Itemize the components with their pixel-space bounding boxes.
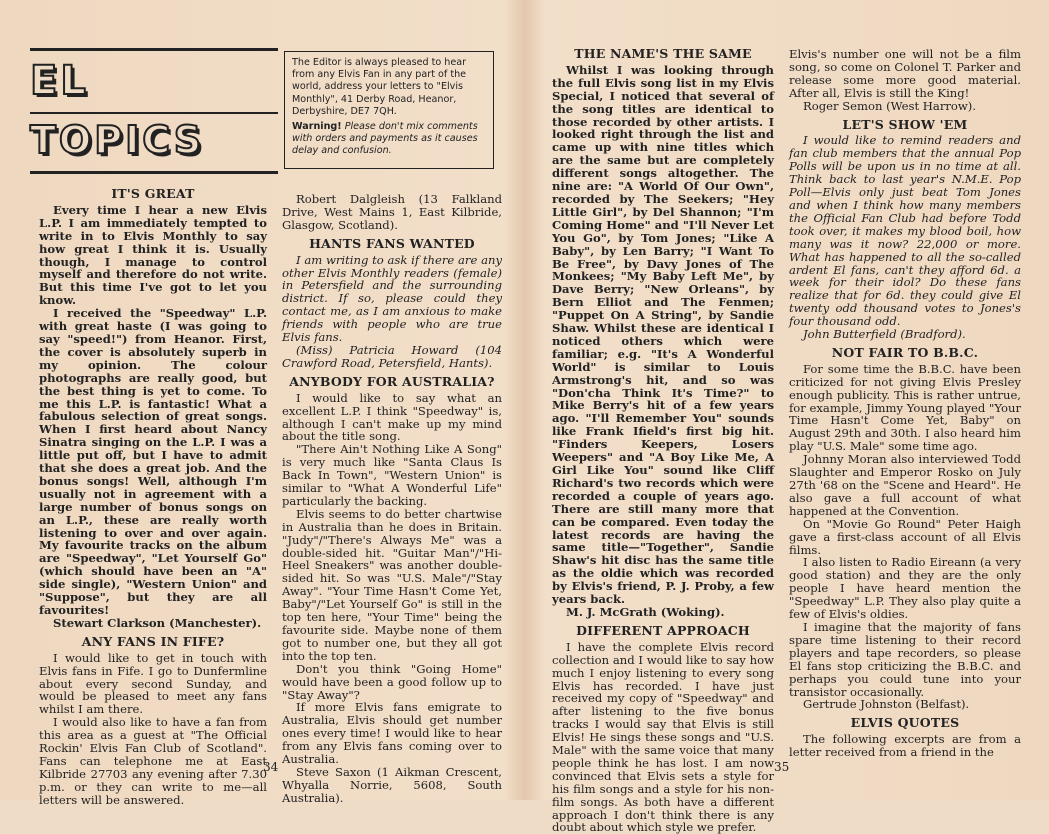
hants-heading: HANTS FANS WANTED (309, 235, 475, 251)
fife-paragraph-2: I would also like to have a fan from this area as a guest at "The Official Rockin' Elvis Fan Club of Scotland". Fans can telephone me at East Kilbride 27703 any evening after 7.30 p.m. or they can write to me—all letters will be answered. (39, 715, 267, 807)
masthead-middle-rule (30, 112, 278, 114)
different-approach-paragraph-1: I have the complete Elvis record collection and I would like to say how much I enjoy listening to every song Elvis has recorded. I have just received my copy of "Speedway" and after listening to the five bonus tracks I would say that Elvis is still Elvis! He sings these songs and "U.S. Male" with the same voice that many people think he has lost. I am now convinced that Elvis sets a style for his film songs and a style for his non-film songs. As both have a different approach I don't think there is any doubt about which style we prefer. (552, 639, 774, 834)
its-great-heading: IT'S GREAT (111, 186, 195, 201)
elvis-quotes-paragraph-1: The following excerpts are from a letter received from a friend in the (789, 732, 1021, 760)
name-same-signature: M. J. McGrath (Woking). (566, 604, 725, 619)
bbc-heading: NOT FAIR TO B.B.C. (831, 344, 979, 360)
left-page (0, 0, 524, 807)
different-approach-signature: Roger Semon (West Harrow). (803, 98, 977, 113)
australia-paragraph-1: I would like to say what an excellent L.P. I think "Speedway" is, although I can't make up my mind about the title song. (282, 390, 502, 444)
australia-paragraph-5: If more Elvis fans emigrate to Australia, Elvis should get number ones every time! I would like to hear from any Elvis fans coming over to Australia. (282, 700, 502, 767)
editor-warning-label: Warning! (292, 121, 342, 133)
different-approach-heading: DIFFERENT APPROACH (576, 622, 750, 638)
bbc-paragraph-2: Johnny Moran also interviewed Todd Slaughter and Emperor Rosko on July 27th '68 on the "Scene and Heard". He also gave a full account of what happened at the Convention. (789, 452, 1021, 518)
editor-notice-text: The Editor is always pleased to hear from any Elvis Fan in any part of the world, address your letters to "Elvis Monthly", 41 Derby Road, Heanor, Derbyshire, DE7 7QH. (292, 57, 467, 117)
page-number-left: 34 (263, 760, 279, 774)
left-page-column-1 (39, 188, 267, 807)
bbc-paragraph-1: For some time the B.B.C. have been criticized for not giving Elvis Presley enough publicity. This is rather untrue, for example, Jimmy Young played "Your Time Hasn't Come Yet, Baby" on August 29th and 30th. I also heard him play "U.S. Male" some time ago. (789, 361, 1021, 454)
right-page-column-1 (552, 48, 774, 834)
editor-warning (292, 121, 486, 158)
australia-signature: Steve Saxon (1 Aikman Crescent, Whyalla Norrie, 5608, South Australia). (282, 764, 502, 805)
masthead-bottom-rule (30, 171, 278, 174)
bbc-paragraph-5: I imagine that the majority of fans spare time listening to their record players and tape recorders, so please El fans stop criticizing the B.B.C. and perhaps you could tune into your transistor occasionally. (789, 619, 1021, 699)
its-great-paragraph-2: I received the "Speedway" L.P. with great haste (I was going to say "speed!") from Heanor. First, the cover is absolutely superb in my opinion. The colour photographs are really good, but the best thing is yet to come. To me this L.P. is fantastic! What a fabulous selection of great songs. When I first heard about Nancy Sinatra singing on the L.P. I was a little put off, but I have to admit that she does a great job. And the bonus songs! Well, although I'm usually not in agreement with a large number of bonus songs on an L.P., these are really worth listening to over and over again. My favourite tracks on the album are "Speedway", "Let Yourself Go" (which should have been an "A" side single), "Western Union" and "Suppose", but they are all favourites! (39, 306, 267, 617)
fife-signature: Robert Dalgleish (13 Falkland Drive, West Mains 1, East Kilbride, Glasgow, Scotland). (282, 192, 502, 232)
page-number-right: 35 (774, 760, 790, 774)
fife-heading: ANY FANS IN FIFE? (81, 633, 225, 649)
name-same-paragraph-1: Whilst I was looking through the full Elvis song list in my Elvis Special, I noticed that several of the song titles are identical to those recorded by other artists. I looked right through the list and came up with nine titles which are the same but are completely different songs altogether. The nine are: "A World Of Our Own", recorded by The Seekers; "Hey Little Girl", by Del Shannon; "I'm Coming Home" and "I'll Never Let You Go", by Tom Jones; "Like A Baby", by Len Barry; "I Want To Be Free", by Davy Jones of The Monkees; "My Baby Left Me", by Dave Berry; "New Orleans", by Bern Elliot and The Fenmen; "Puppet On A String", by Sandie Shaw. Whilst these are identical I noticed others which were familiar; e.g. "It's A Wonderful World" is similar to Louis Armstrong's hit, and so was "Don'cha Think It's Time?" to Mike Berry's hit of a few years ago. "I'll Remember You" sounds like Frank Ifield's first big hit. "Finders Keepers, Losers Weepers" and "A Boy Like Me, A Girl Like You" sound like Cliff Richard's two records which were recorded a couple of years ago. There are still many more that can be compared. Even today the latest records are having the same title—"Together", Sandie Shaw's hit disc has the same title as the oldie which was recorded by Elvis's friend, P. J. Proby, a few years back. (552, 62, 774, 607)
right-page (524, 0, 1049, 834)
bbc-paragraph-3: On "Movie Go Round" Peter Haigh gave a first-class account of all Elvis films. (789, 516, 1021, 557)
show-em-paragraph-1: I would like to remind readers and fan club members that the annual Pop Polls will be upon us in no time at all. Think back to last year's N.M.E. Pop Poll—Elvis only just beat Tom Jones and when I think how many members the Official Fan Club had before Todd took over, it makes my blood boil, how many was it now? 22,000 or more. What has happened to all the so-called ardent El fans, can't they afford 6d. a week for their idol? Do these fans realize that for 6d. they could give El twenty odd thousand votes to Jones's four thousand odd. (789, 133, 1021, 329)
hants-signature: (Miss) Patricia Howard (104 Crawford Road, Petersfield, Hants). (282, 342, 502, 370)
right-page-column-2 (789, 48, 1021, 759)
masthead-top-rule (30, 48, 278, 51)
name-same-heading: THE NAME'S THE SAME (574, 46, 752, 61)
editor-notice-box (284, 51, 494, 169)
masthead-line-1: EL (30, 58, 89, 104)
left-page-column-2 (282, 193, 502, 805)
editor-warning-text: Please don't mix comments with orders and payments as it causes delay and confusion. (292, 121, 478, 157)
australia-paragraph-4: Don't you think "Going Home" would have been a good follow up to "Stay Away"? (282, 661, 502, 702)
australia-heading: ANYBODY FOR AUSTRALIA? (289, 373, 495, 389)
fife-paragraph-1: I would like to get in touch with Elvis fans in Fife. I go to Dunfermline about every second Sunday, and would be pleased to meet any fans whilst I am there. (39, 650, 267, 717)
elvis-quotes-heading: ELVIS QUOTES (850, 715, 960, 731)
its-great-signature: Stewart Clarkson (Manchester). (53, 615, 262, 630)
hants-paragraph-1: I am writing to ask if there are any other Elvis Monthly readers (female) in Petersfield and the surrounding district. If so, please could they contact me, as I am anxious to make friends with people who are true Elvis fans. (282, 252, 502, 345)
bbc-paragraph-4: I also listen to Radio Eireann (a very good station) and they are the only people I have heard mention the "Speedway" L.P. They also play quite a few of Elvis's oldies. (789, 555, 1021, 622)
masthead-line-2: TOPICS (30, 118, 205, 162)
bbc-signature: Gertrude Johnston (Belfast). (803, 697, 970, 712)
show-em-heading: LET'S SHOW 'EM (842, 116, 968, 132)
show-em-signature: John Butterfield (Bradford). (803, 327, 966, 342)
different-approach-paragraph-2: Elvis's number one will not be a film song, so come on Colonel T. Parker and release some more good material. After all, Elvis is still the King! (789, 47, 1021, 100)
australia-paragraph-2: "There Ain't Nothing Like A Song" is very much like "Santa Claus Is Back In Town", "Western Union" is similar to "What A Wonderful Life" particularly the backing. (282, 442, 502, 508)
its-great-paragraph-1: Every time I hear a new Elvis L.P. I am immediately tempted to write in to Elvis Monthly to say how great I think it is. Usually though, I manage to control myself and therefore do not write. But this time I've got to let you know. (39, 202, 267, 308)
australia-paragraph-3: Elvis seems to do better chartwise in Australia than he does in Britain. "Judy"/"There's Always Me" was a double-sided hit. "Guitar Man"/"Hi-Heel Sneakers" was another double-sided hit. So was "U.S. Male"/"Stay Away". "Your Time Hasn't Come Yet, Baby"/"Let Yourself Go" is still in the top ten here, "Your Time" being the favourite side. Maybe none of them got to number one, but they all got into the top ten. (282, 506, 502, 663)
